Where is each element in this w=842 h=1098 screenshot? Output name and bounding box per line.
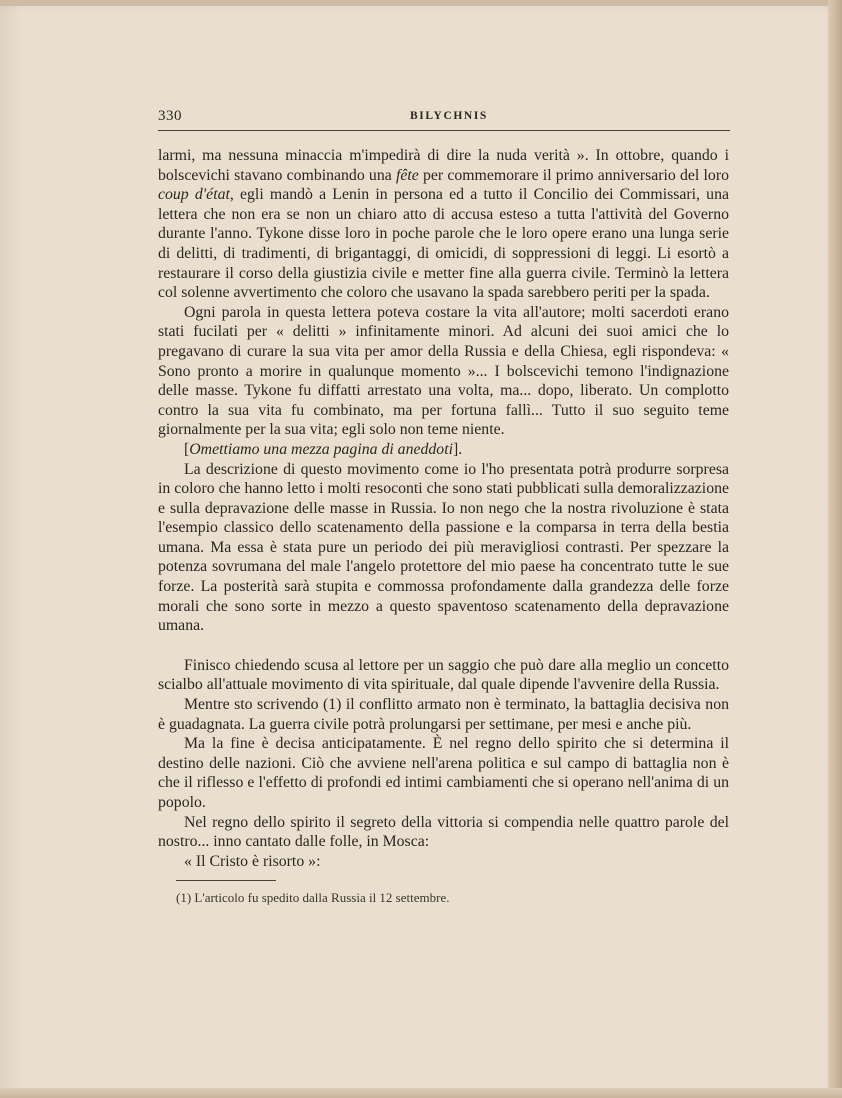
page-header <box>158 106 730 134</box>
footnote-rule <box>176 880 276 881</box>
page-number: 330 <box>158 108 182 124</box>
paragraph-1-part-1: larmi, ma nessuna minaccia m'impedirà di dire la nuda verità ». In ottobre, quando i bolscevichi stavano combinando una <box>158 147 729 184</box>
page-top-edge <box>0 0 842 6</box>
paragraph-1-italic-fete: fête <box>395 166 419 184</box>
paragraph-2: Ogni parola in questa lettera poteva costare la vita all'autore; molti sacerdoti erano stati fucilati per « delitti » infinitamente minori. Ad alcuni dei suoi amici che lo pregavano di curare la sua vita per amor della Russia e della Chiesa, egli rispondeva: « Sono pronto a morire in qualunque momento »... I bolscevichi temono l'indignazione delle masse. Tykone fu diffatti arrestato una volta, ma... dopo, liberato. Un complotto contro la sua vita fu combinato, ma per fortuna fallì... Tutto il suo seguito teme giornalmente per la sua vita; egli solo non teme niente. <box>158 303 729 439</box>
footnote: (1) L'articolo fu spedito dalla Russia il 12 settembre. <box>176 890 450 905</box>
paragraph-8: Nel regno dello spirito il segreto della vittoria si compendia nelle quattro parole del nostro... inno cantato dalle folle, in Mosca: <box>158 813 729 851</box>
paragraph-3-editorial-note <box>158 440 729 460</box>
paragraph-4: La descrizione di questo movimento come io l'ho presentata potrà produrre sorpresa in coloro che hanno letto i molti resoconti che sono stati pubblicati sulla demoralizzazione e sulla depravazione delle masse in Russia. Io non nego che la nostra rivoluzione è stata l'esempio classico dello scatenamento della passione e la comparsa in terra della bestia umana. Ma essa è stata pure un periodo dei più meravigliosi contrasti. Per spezzare la potenza sovrumana del male l'angelo protettore del mio paese ha concentrato tutte le sue forze. La posterità sarà stupita e commossa profondamente dalla grandezza delle forze morali che sono sorte in mezzo a questo spaventoso scatenamento della depravazione umana. <box>158 460 729 635</box>
running-title: BILYCHNIS <box>410 110 488 122</box>
editorial-note-italic: Omettiamo una mezza pagina di aneddoti <box>189 440 453 458</box>
paragraph-1-part-2: per commemorare il primo anniversario del loro <box>418 166 729 184</box>
paragraph-6: Mentre sto scrivendo (1) il conflitto armato non è terminato, la battaglia decisiva non è guadagnata. La guerra civile potrà prolungarsi per settimane, per mesi e anche più. <box>158 696 729 733</box>
paragraph-1 <box>158 146 729 303</box>
page-bottom-edge <box>0 1088 842 1098</box>
paragraph-5: Finisco chiedendo scusa al lettore per un saggio che può dare alla meglio un concetto scialbo all'attuale movimento di vita spirituale, dal quale dipende l'avvenire della Russia. <box>158 656 729 694</box>
paragraph-1-italic-coup: coup d'état <box>158 186 230 204</box>
bracket-close: ]. <box>452 440 463 458</box>
paragraph-1-part-3: , egli mandò a Lenin in persona ed a tutto il Concilio dei Commissari, una lettera che non era se non un chiaro atto di accusa esteso a tutta l'attività del Governo durante l'anno. Tykone disse loro in poche parole che le loro opere erano una lunga serie di delitti, di tradimenti, di brigantaggi, di omicidi, di soppressioni di leggi. Li esortò a restaurare il corso della giustizia civile e metter fine alla guerra civile. Terminò la lettera col solenne avvertimento che coloro che usavano la spada sarebbero periti per la spada. <box>158 186 729 302</box>
page-right-edge <box>828 0 842 1098</box>
paragraph-9-quote: « Il Cristo è risorto »: <box>184 852 321 870</box>
bracket-open: [ <box>184 440 190 458</box>
paragraph-7: Ma la fine è decisa anticipatamente. È nel regno dello spirito che si determina il destino delle nazioni. Ciò che avviene nell'arena politica e sul campo di battaglia non è che il riflesso e l'effetto di profondi ed intimi cambiamenti che si operano nell'anima di un popolo. <box>158 735 729 811</box>
body-text <box>158 146 729 871</box>
header-rule <box>158 130 730 131</box>
